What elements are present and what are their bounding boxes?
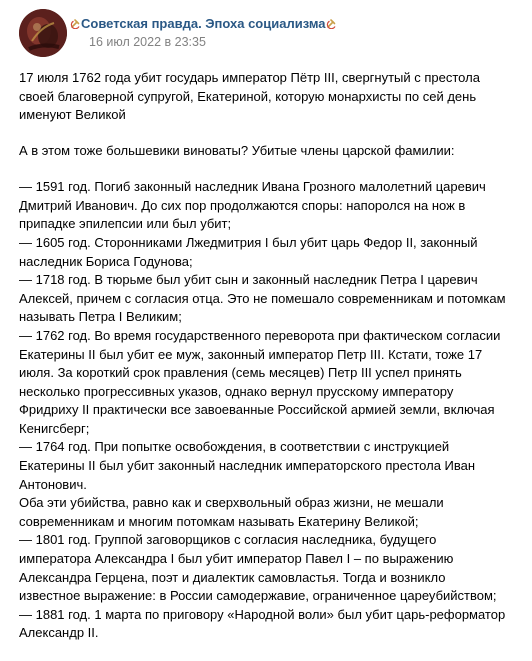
- text-line: наследник Бориса Годунова;: [19, 253, 193, 269]
- text-line: императора Александра I был убит император Павел I – по выражению: [19, 551, 454, 567]
- text-line: Алексей, причем с согласия отца. Это не помешало современникам и потомкам: [19, 290, 506, 306]
- text-line: Антонович.: [19, 476, 87, 492]
- post-paragraph: [19, 142, 524, 161]
- text-line: — 1881 год. 1 марта по приговору «Народной воли» был убит царь-реформатор: [19, 606, 506, 622]
- text-line: Кенигсберг;: [19, 420, 90, 436]
- text-line: — 1605 год. Сторонниками Лжедмитрия I был убит царь Федор II, законный: [19, 234, 478, 250]
- avatar-image: [19, 9, 67, 57]
- text-line: своей благоверной супругой, Екатериной, которую монархисты по сей день: [19, 88, 477, 104]
- paragraph-gap: [19, 125, 524, 142]
- post-header: [19, 9, 519, 57]
- group-name-text: Советская правда. Эпоха социализма: [81, 16, 326, 31]
- group-avatar[interactable]: [19, 9, 67, 57]
- post-date-link[interactable]: 16 июл 2022 в 23:35: [89, 35, 206, 49]
- text-line: А в этом тоже большевики виноваты? Убитые члены царской фамилии:: [19, 143, 455, 159]
- text-line: именуют Великой: [19, 107, 126, 123]
- text-line: современникам и многим потомкам называть Екатерину Великой;: [19, 513, 419, 529]
- text-line: — 1801 год. Группой заговорщиков с согласия наследника, будущего: [19, 532, 437, 548]
- post-text: [19, 69, 524, 643]
- text-line: несколько прогрессивных указов, однако вернул прусскому императору: [19, 383, 454, 399]
- post-paragraph: [19, 69, 524, 125]
- post-paragraph: [19, 178, 524, 643]
- text-line: Оба эти убийства, равно как и сверхвольный образ жизни, не мешали: [19, 495, 444, 511]
- hammer-sickle-icon: [326, 17, 337, 28]
- text-line: — 1718 год. В тюрьме был убит сын и законный наследник Петра I царевич: [19, 272, 478, 288]
- text-line: Фридриху II практически все завоеванные Российской армией земли, включая: [19, 402, 495, 418]
- text-line: 17 июля 1762 года убит государь император Пётр III, свергнутый с престола: [19, 70, 480, 85]
- text-line: — 1764 год. При попытке освобождения, в соответствии с инструкцией: [19, 439, 450, 455]
- text-line: июля. За короткий срок правления (семь месяцев) Петр III успел принять: [19, 365, 462, 381]
- text-line: Александра Герцена, поэт и диалектик самовластья. Тогда и возникло: [19, 569, 446, 585]
- text-line: припадке эпилепсии или был убит;: [19, 216, 232, 232]
- text-line: известное выражение: в России самодержавие, ограниченное цареубийством;: [19, 588, 497, 604]
- text-line: называть Петра I Великим;: [19, 309, 182, 325]
- text-line: — 1762 год. Во время государственного переворота при фактическом согласии: [19, 327, 501, 343]
- text-line: Дмитрий Иванович. До сих пор продолжаются споры: напоролся на нож в: [19, 197, 466, 213]
- paragraph-gap: [19, 161, 524, 178]
- text-line: — 1591 год. Погиб законный наследник Ивана Грозного малолетний царевич: [19, 179, 486, 195]
- hammer-sickle-icon: [70, 17, 81, 28]
- group-name-link[interactable]: [70, 16, 337, 31]
- text-line: Екатерины II был убит ее муж, законный император Петр III. Кстати, тоже 17: [19, 346, 483, 362]
- text-line: Екатерины II был убит законный наследник императорского престола Иван: [19, 458, 476, 474]
- text-line: Александр II.: [19, 625, 99, 641]
